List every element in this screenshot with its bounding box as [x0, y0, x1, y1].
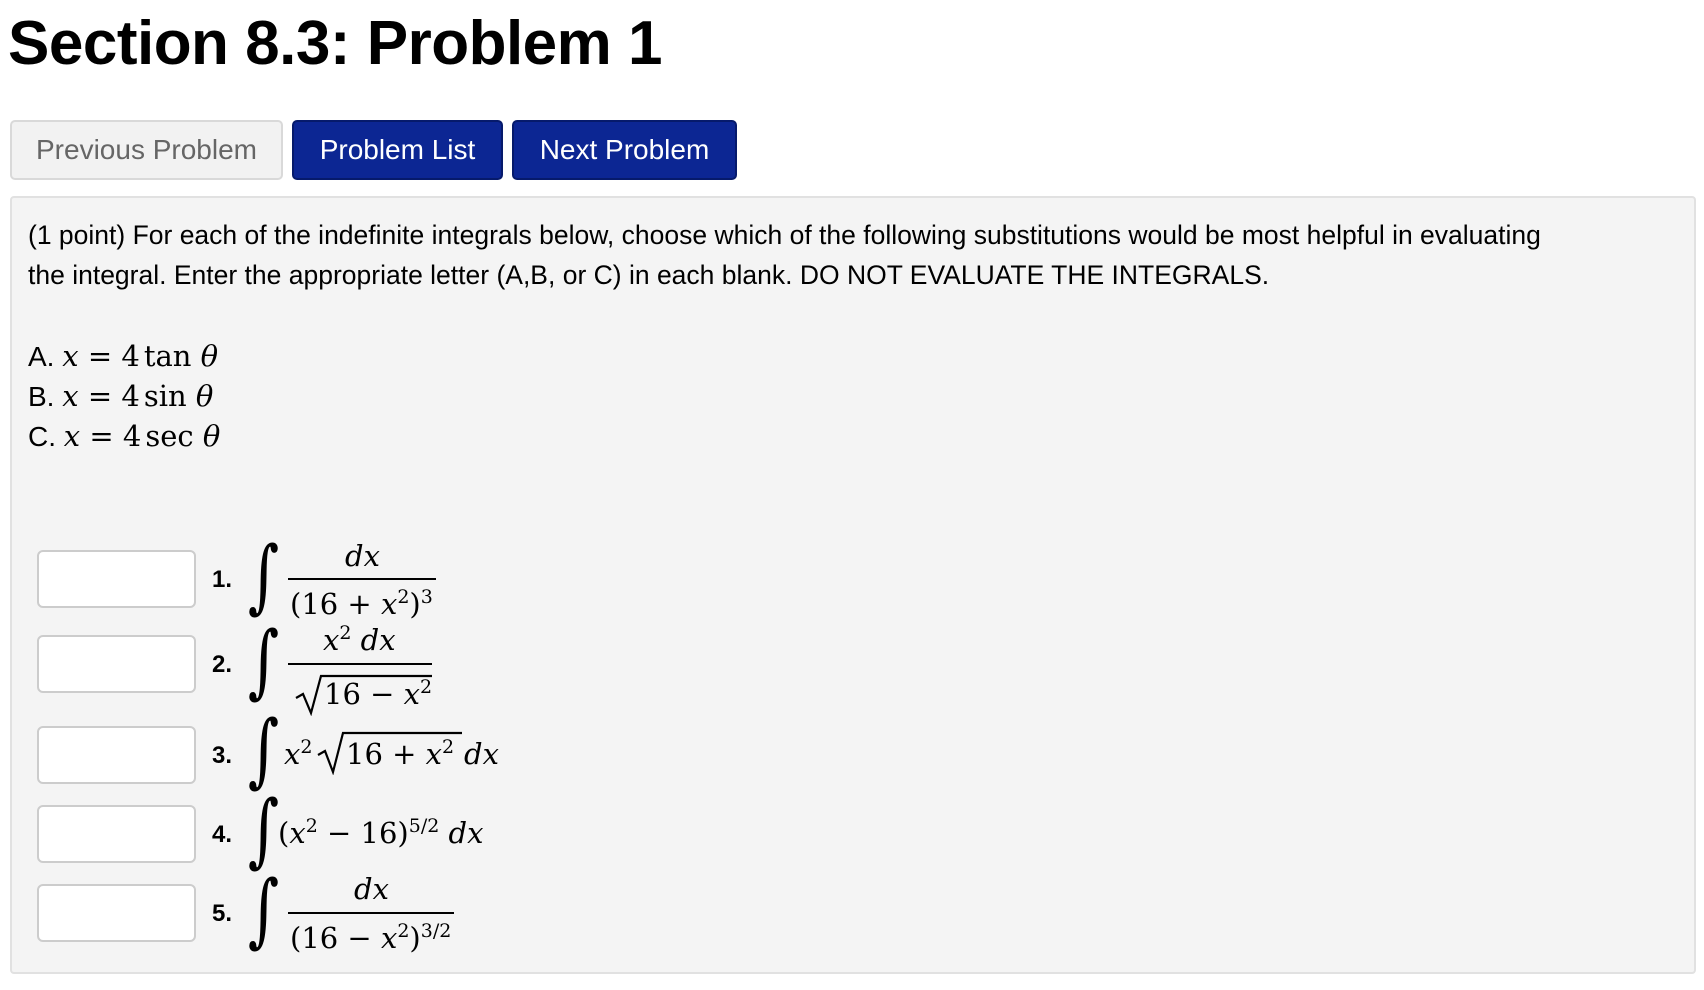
answer-input-5[interactable]	[37, 884, 196, 942]
integral-3-dx: dx	[464, 737, 499, 771]
integral-5-denominator: $(16 - x^2)^{3/2}$	[290, 920, 452, 955]
fraction-bar	[288, 578, 436, 580]
option-coef: 4	[121, 339, 140, 373]
previous-problem-button[interactable]: Previous Problem	[10, 120, 283, 180]
integral-4-expression: $(x^2 - 16)^{5/2}$ dx	[278, 815, 484, 850]
option-var: x	[62, 379, 79, 413]
answer-input-4[interactable]	[37, 805, 196, 863]
option-label: A.	[28, 341, 55, 372]
option-c	[28, 416, 220, 456]
integral-2-radicand: $16 - x^2$	[324, 676, 433, 711]
option-var: x	[63, 419, 81, 453]
page-title: Section 8.3: Problem 1	[8, 9, 662, 78]
option-b	[28, 376, 213, 416]
integral-sign-icon: ∫	[248, 863, 280, 956]
option-label: C.	[28, 421, 56, 452]
integral-3-lead: $x^2$	[284, 736, 313, 771]
option-fn: tan	[143, 339, 192, 373]
option-theta: θ	[202, 419, 221, 453]
option-fn: sin	[143, 379, 187, 413]
answer-input-1[interactable]	[37, 550, 196, 608]
option-eq: =	[89, 419, 114, 453]
option-theta: θ	[200, 339, 219, 373]
integral-3-radicand: $16 + x^2$	[346, 736, 455, 771]
next-problem-button[interactable]: Next Problem	[512, 120, 737, 180]
option-fn: sec	[145, 419, 194, 453]
integral-number-3: 3.	[212, 742, 233, 769]
option-eq: =	[87, 339, 113, 373]
option-coef: 4	[122, 419, 142, 453]
integral-sign-icon: ∫	[248, 614, 280, 707]
option-var: x	[62, 339, 79, 373]
option-label: B.	[28, 381, 55, 412]
integral-sign-icon: ∫	[248, 703, 280, 796]
prompt-line-2: the integral. Enter the appropriate letter (A,B, or C) in each blank. DO NOT EVALUATE THE INTEGRALS.	[28, 260, 1270, 290]
option-coef: 4	[121, 379, 140, 413]
fraction-bar	[288, 912, 454, 914]
integral-2-numerator: $x^2$ dx	[323, 622, 396, 657]
integral-1-numerator: dx	[345, 539, 380, 573]
integral-sign-icon: ∫	[248, 529, 280, 622]
option-theta: θ	[195, 379, 214, 413]
problem-list-button[interactable]: Problem List	[292, 120, 503, 180]
integral-number-2: 2.	[212, 651, 233, 678]
problem-prompt	[28, 215, 1668, 295]
integral-1-denominator: $(16 + x^2)^3$	[290, 586, 433, 621]
option-eq: =	[87, 379, 113, 413]
integral-5-numerator: dx	[354, 872, 389, 906]
fraction-bar	[288, 663, 432, 665]
integral-sign-icon: ∫	[248, 783, 280, 876]
integral-number-1: 1.	[212, 566, 233, 593]
answer-input-2[interactable]	[37, 635, 196, 693]
integral-number-5: 5.	[212, 900, 233, 927]
answer-input-3[interactable]	[37, 726, 196, 784]
prompt-line-1: (1 point) For each of the indefinite integrals below, choose which of the following substitutions would be most helpful in evaluating	[28, 220, 1541, 250]
option-a	[28, 336, 218, 376]
integral-number-4: 4.	[212, 821, 233, 848]
